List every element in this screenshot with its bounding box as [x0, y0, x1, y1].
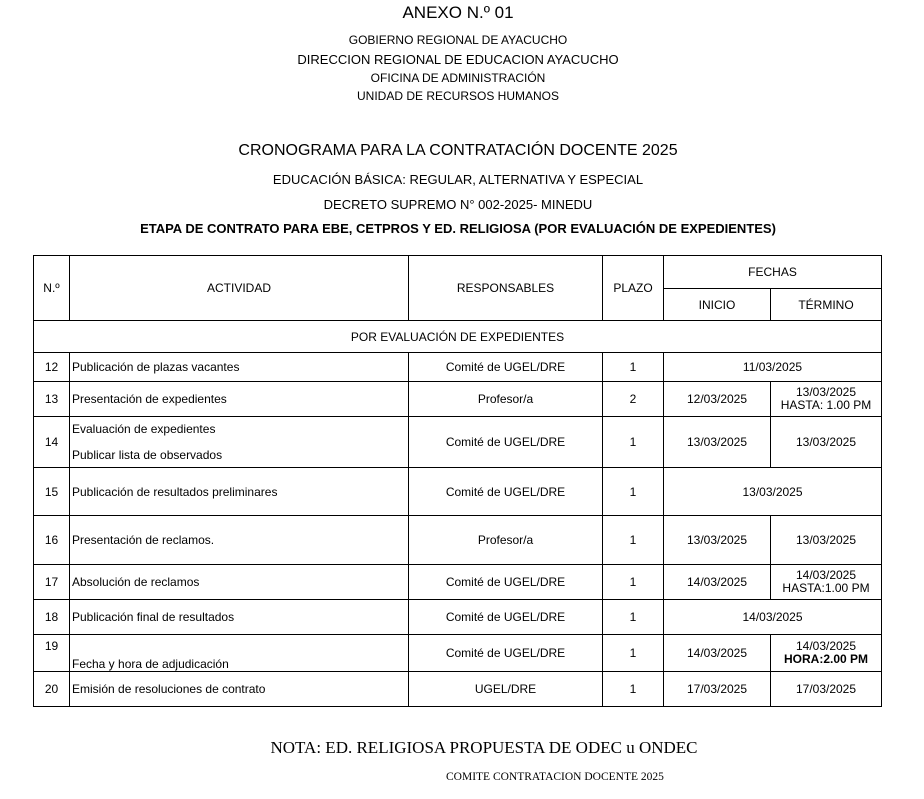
row-start: 13/03/2025	[664, 417, 771, 468]
col-header-term: PLAZO	[603, 256, 664, 321]
row-start: 17/03/2025	[664, 672, 771, 707]
footer-note: NOTA: ED. RELIGIOSA PROPUESTA DE ODEC u ONDEC	[270, 738, 698, 757]
row-start: 12/03/2025	[664, 382, 771, 417]
table-row	[34, 353, 882, 382]
row-num: 18	[34, 600, 70, 635]
table-row	[34, 600, 882, 635]
col-header-activity: ACTIVIDAD	[70, 256, 409, 321]
schedule-table	[33, 255, 882, 707]
subtitle-decree: DECRETO SUPREMO N° 002-2025- MINEDU	[323, 197, 593, 212]
org-line-1: GOBIERNO REGIONAL DE AYACUCHO	[348, 33, 568, 47]
row-term: 1	[603, 635, 664, 672]
row-num: 13	[34, 382, 70, 417]
row-date: 13/03/2025	[664, 468, 882, 516]
org-line-3: OFICINA DE ADMINISTRACIÓN	[370, 71, 546, 85]
row-end: 13/03/2025	[771, 516, 882, 565]
row-end-note: HORA:2.00 PM	[783, 652, 869, 666]
row-responsible: UGEL/DRE	[409, 672, 603, 707]
col-header-end: TÉRMINO	[771, 289, 882, 321]
row-responsible: Comité de UGEL/DRE	[409, 600, 603, 635]
row-start: 14/03/2025	[664, 635, 771, 672]
row-activity: Publicación de plazas vacantes	[70, 353, 409, 382]
row-activity: Presentación de reclamos.	[70, 516, 409, 565]
org-line-2: DIRECCION REGIONAL DE EDUCACION AYACUCHO	[297, 52, 619, 67]
row-responsible: Profesor/a	[409, 382, 603, 417]
col-header-dates: FECHAS	[664, 256, 882, 289]
footer-signature: COMITE CONTRATACION DOCENTE 2025	[446, 771, 664, 783]
row-responsible: Comité de UGEL/DRE	[409, 353, 603, 382]
row-activity: Emisión de resoluciones de contrato	[70, 672, 409, 707]
row-activity-line1: Evaluación de expedientes	[72, 422, 216, 436]
row-term: 2	[603, 382, 664, 417]
row-responsible: Profesor/a	[409, 516, 603, 565]
row-num: 17	[34, 565, 70, 600]
row-end	[771, 382, 882, 417]
row-num: 14	[34, 417, 70, 468]
row-activity: Publicación final de resultados	[70, 600, 409, 635]
row-term: 1	[603, 468, 664, 516]
col-header-start: INICIO	[664, 289, 771, 321]
table-row	[34, 382, 882, 417]
row-end-date: 13/03/2025	[795, 385, 857, 399]
row-date: 14/03/2025	[664, 600, 882, 635]
row-activity: Publicación de resultados preliminares	[70, 468, 409, 516]
row-end	[771, 635, 882, 672]
table-row	[34, 565, 882, 600]
row-responsible: Comité de UGEL/DRE	[409, 468, 603, 516]
row-end-date: 14/03/2025	[795, 568, 857, 582]
table-row	[34, 468, 882, 516]
annex-title: ANEXO N.º 01	[402, 3, 514, 22]
table-row	[34, 417, 882, 468]
row-end	[771, 565, 882, 600]
col-header-num: N.º	[34, 256, 70, 321]
row-start: 13/03/2025	[664, 516, 771, 565]
row-responsible: Comité de UGEL/DRE	[409, 417, 603, 468]
row-activity-line2: Publicar lista de observados	[72, 448, 223, 462]
row-end: 13/03/2025	[771, 417, 882, 468]
row-term: 1	[603, 516, 664, 565]
row-term: 1	[603, 565, 664, 600]
row-term: 1	[603, 672, 664, 707]
section-title: POR EVALUACIÓN DE EXPEDIENTES	[34, 321, 882, 353]
col-header-responsible: RESPONSABLES	[409, 256, 603, 321]
table-row	[34, 672, 882, 707]
subtitle-education: EDUCACIÓN BÁSICA: REGULAR, ALTERNATIVA Y ESPECIAL	[272, 172, 644, 187]
row-end-note: HASTA:1.00 PM	[782, 581, 870, 595]
table-row	[34, 516, 882, 565]
row-responsible: Comité de UGEL/DRE	[409, 635, 603, 672]
row-term: 1	[603, 417, 664, 468]
row-start: 14/03/2025	[664, 565, 771, 600]
row-activity: Fecha y hora de adjudicación	[70, 635, 409, 672]
row-responsible: Comité de UGEL/DRE	[409, 565, 603, 600]
row-num: 16	[34, 516, 70, 565]
row-activity: Presentación de expedientes	[70, 382, 409, 417]
row-activity: Absolución de reclamos	[70, 565, 409, 600]
row-term: 1	[603, 353, 664, 382]
row-date: 11/03/2025	[664, 353, 882, 382]
row-num: 20	[34, 672, 70, 707]
row-end-note: HASTA: 1.00 PM	[780, 398, 872, 412]
subtitle-stage: ETAPA DE CONTRATO PARA EBE, CETPROS Y ED. RELIGIOSA (POR EVALUACIÓN DE EXPEDIENTES)	[140, 221, 776, 236]
row-end-date: 14/03/2025	[795, 639, 857, 653]
row-num: 19	[34, 635, 70, 672]
row-num: 12	[34, 353, 70, 382]
row-term: 1	[603, 600, 664, 635]
org-line-4: UNIDAD DE RECURSOS HUMANOS	[356, 89, 560, 103]
row-activity	[70, 417, 409, 468]
document-title: CRONOGRAMA PARA LA CONTRATACIÓN DOCENTE 2025	[238, 142, 678, 159]
row-num: 15	[34, 468, 70, 516]
row-end: 17/03/2025	[771, 672, 882, 707]
table-row	[34, 635, 882, 672]
